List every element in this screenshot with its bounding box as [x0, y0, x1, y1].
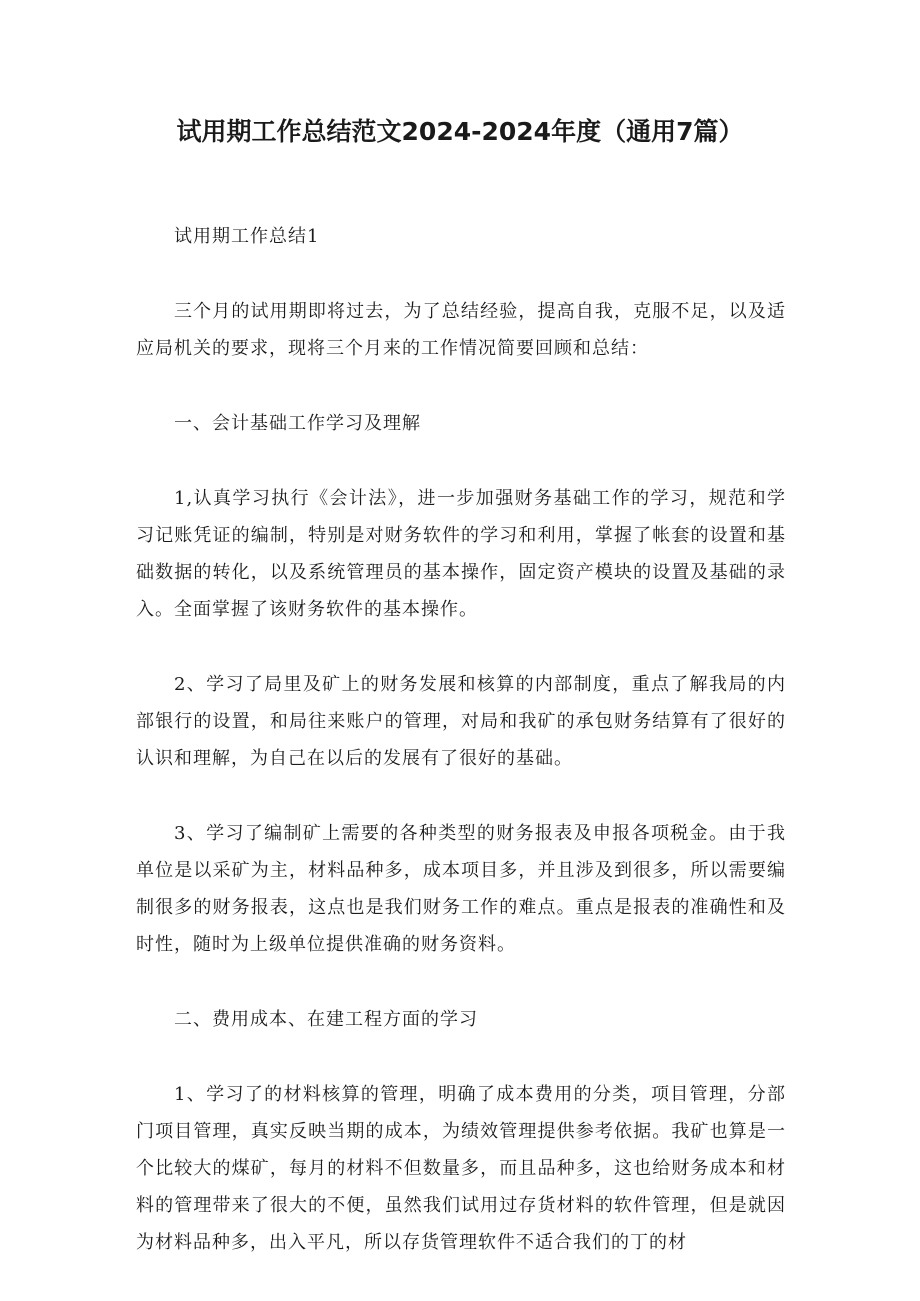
- body-paragraph: 1、学习了的材料核算的管理，明确了成本费用的分类，项目管理，分部门项目管理，真实反映当期的成本，为绩效管理提供参考依据。我矿也算是一个比较大的煤矿，每月的材料不但数量多，而且品种多，这也给财务成本和材料的管理带来了很大的不便，虽然我们试用过存货材料的软件管理，但是就因为材料品种多，出入平凡，所以存货管理软件不适合我们的丁的材: [136, 1084, 786, 1253]
- section-heading: 二、费用成本、在建工程方面的学习: [174, 1009, 478, 1030]
- section-heading: 一、会计基础工作学习及理解: [174, 413, 421, 434]
- body-paragraph: 1,认真学习执行《会计法》，进一步加强财务基础工作的学习，规范和学习记账凭证的编制，特别是对财务软件的学习和利用，掌握了帐套的设置和基础数据的转化，以及系统管理员的基本操作，固定资产模块的设置及基础的录入。全面掌握了该财务软件的基本操作。: [136, 488, 786, 620]
- document-title: 试用期工作总结范文2024-2024年度（通用7篇）: [176, 117, 744, 146]
- body-paragraph: 2、学习了局里及矿上的财务发展和核算的内部制度，重点了解我局的内部银行的设置，和局往来账户的管理，对局和我矿的承包财务结算有了很好的认识和理解，为自己在以后的发展有了很好的基础。: [136, 674, 786, 769]
- document-body: [136, 218, 786, 1299]
- section-heading: 试用期工作总结1: [174, 226, 320, 247]
- body-paragraph: 三个月的试用期即将过去，为了总结经验，提高自我，克服不足，以及适应局机关的要求，现将三个月来的工作情况简要回顾和总结：: [136, 301, 786, 359]
- body-paragraph: 3、学习了编制矿上需要的各种类型的财务报表及申报各项税金。由于我单位是以采矿为主，材料品种多，成本项目多，并且涉及到很多，所以需要编制很多的财务报表，这点也是我们财务工作的难点。重点是报表的准确性和及时性，随时为上级单位提供准确的财务资料。: [136, 823, 786, 955]
